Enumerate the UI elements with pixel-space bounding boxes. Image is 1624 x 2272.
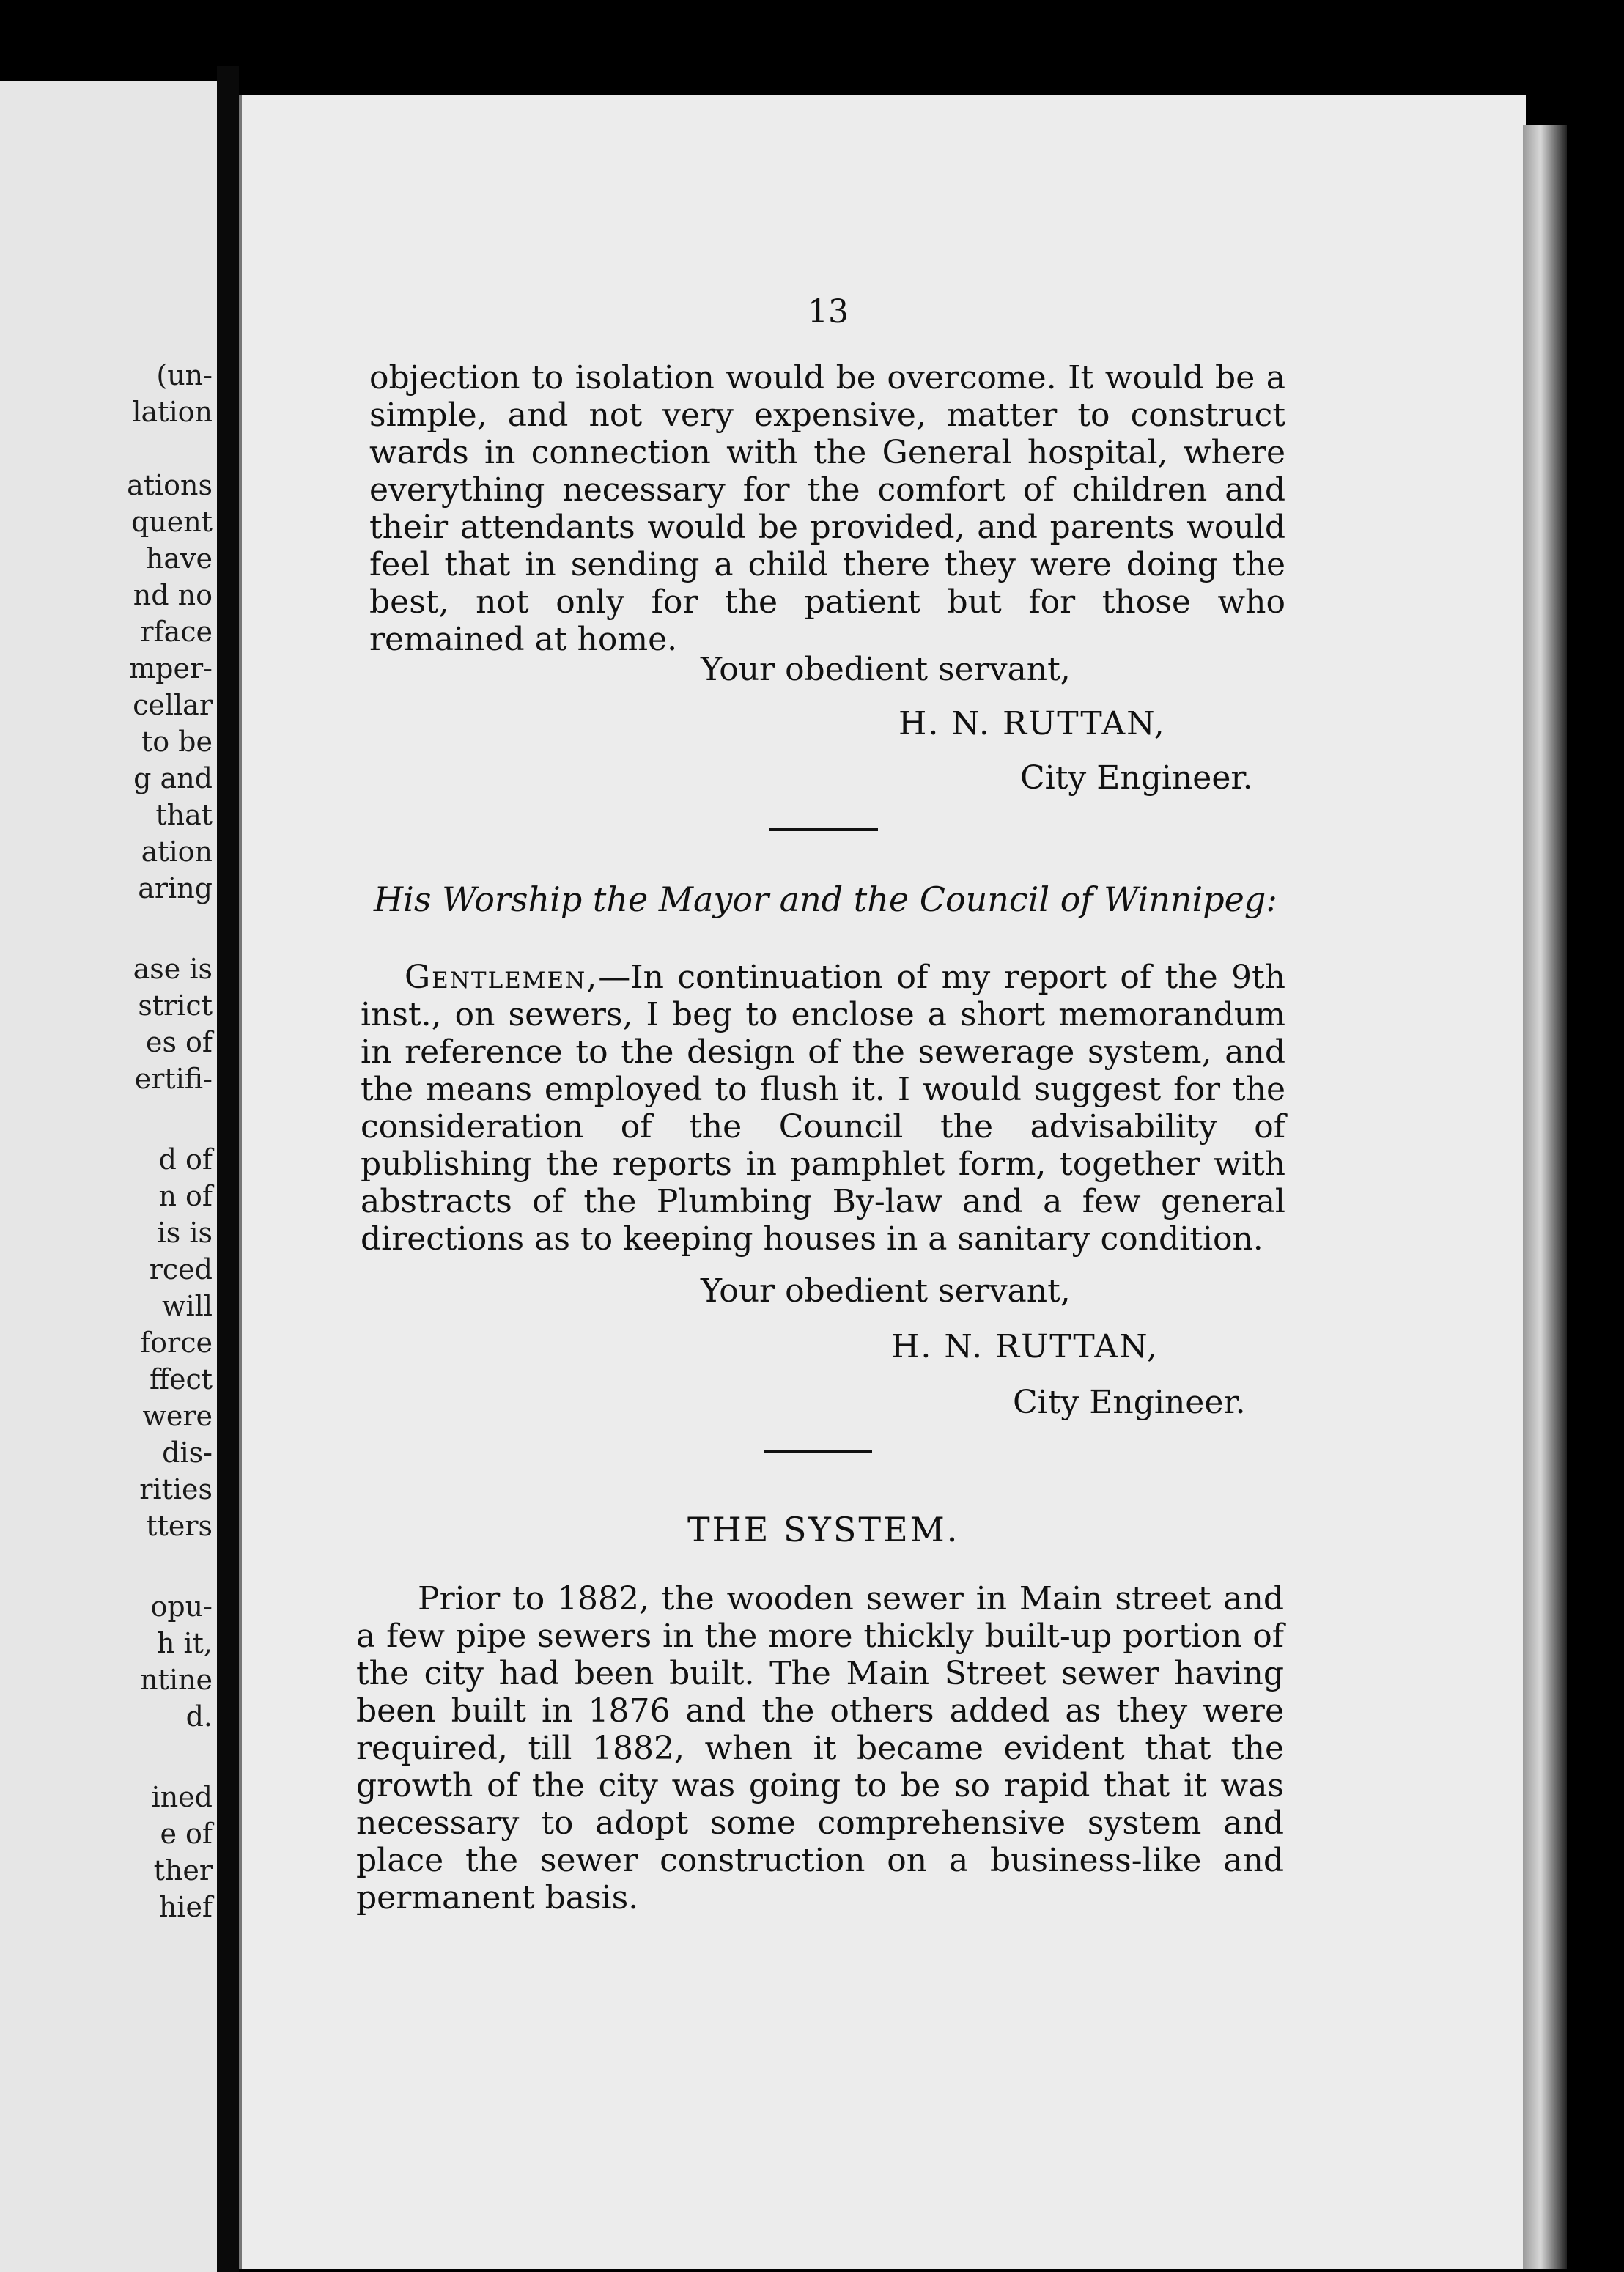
paragraph-gentlemen-text bbox=[361, 959, 1285, 1258]
signature-title: City Engineer. bbox=[1013, 1384, 1246, 1421]
section-divider bbox=[764, 1450, 872, 1453]
left-fragment-line: hief bbox=[158, 1891, 213, 1923]
left-fragment-line: lation bbox=[132, 396, 213, 428]
left-fragment-line: have bbox=[145, 542, 213, 575]
left-fragment-line: ined bbox=[151, 1781, 213, 1813]
left-fragment-line: were bbox=[142, 1400, 213, 1432]
salutation-lead: Gentlemen, bbox=[405, 959, 599, 996]
left-fragment-line: ntine bbox=[140, 1664, 213, 1696]
left-fragment-line: will bbox=[162, 1290, 213, 1322]
left-fragment-line: dis- bbox=[162, 1436, 213, 1469]
signature-name: H. N. RUTTAN, bbox=[891, 1328, 1159, 1365]
left-fragment-line: h it, bbox=[156, 1627, 213, 1659]
signature-title: City Engineer. bbox=[1020, 759, 1253, 797]
left-fragment-line: tters bbox=[146, 1510, 213, 1542]
paragraph-isolation bbox=[369, 359, 1285, 658]
left-fragment-line: ther bbox=[153, 1854, 213, 1886]
valediction: Your obedient servant, bbox=[701, 1272, 1071, 1310]
left-fragment-line: ase is bbox=[133, 953, 213, 985]
valediction: Your obedient servant, bbox=[701, 651, 1071, 688]
left-fragment-line: to be bbox=[141, 726, 213, 758]
left-fragment-line: ertifi- bbox=[134, 1063, 213, 1095]
section-divider bbox=[769, 828, 878, 831]
paragraph-text: Prior to 1882, the wooden sewer in Main street and a few pipe sewers in the more thickly built-up portion of the city had been built. The Main Street sewer having been built in 1876 and the others added as they were required, till 1882, when it became evident that the growth of the city was going to be so rapid that it was necessary to adopt some comprehensive system and place the sewer construction on a business-like and permanent basis. bbox=[356, 1580, 1284, 1917]
left-fragment-line: ations bbox=[127, 469, 213, 501]
left-fragment-line: quent bbox=[130, 506, 213, 538]
right-page bbox=[239, 95, 1526, 2269]
left-fragment-line: is is bbox=[157, 1217, 213, 1249]
left-fragment-line: force bbox=[140, 1327, 213, 1359]
left-fragment-line: opu- bbox=[150, 1590, 213, 1623]
left-fragment-line: es of bbox=[145, 1026, 213, 1058]
paragraph-text: objection to isolation would be overcome. It would be a simple, and not very expensive, matter to construct wards in connection with the General hospital, where everything necessary for the comfort of children and their attendants would be provided, and parents would feel that in sending a child there they were doing the best, not only for the patient but for those who remained at home. bbox=[369, 359, 1285, 658]
paragraph-system bbox=[356, 1580, 1284, 1917]
left-fragment-line: nd no bbox=[133, 579, 213, 611]
page-number: 13 bbox=[808, 293, 849, 331]
left-fragment-line: n of bbox=[158, 1180, 213, 1212]
left-fragment-line: mper- bbox=[129, 652, 213, 685]
left-fragment-line: strict bbox=[138, 989, 213, 1022]
book-spine-gap bbox=[217, 66, 239, 2272]
left-fragment-line: e of bbox=[160, 1818, 213, 1850]
left-fragment-line: ation bbox=[141, 836, 213, 868]
section-heading: THE SYSTEM. bbox=[687, 1510, 960, 1549]
paragraph-text: —In continuation of my report of the 9th inst., on sewers, I beg to enclose a short memorandum in reference to the design of the sewerage system, and the means employed to flush it. I would suggest for the consideration of the Council the advisability of publishing the reports in pamphlet form, together with abstracts of the Plumbing By-law and a few general directions as to keeping houses in a sanitary condition. bbox=[361, 959, 1285, 1258]
left-fragment-line: aring bbox=[138, 872, 213, 904]
left-fragment-line: d of bbox=[158, 1143, 213, 1176]
left-fragment-line: g and bbox=[133, 762, 213, 794]
signature-name: H. N. RUTTAN, bbox=[898, 705, 1166, 742]
paragraph-gentlemen bbox=[361, 959, 1285, 1258]
salutation: His Worship the Mayor and the Council of Winnipeg: bbox=[374, 879, 1277, 919]
left-page-fragment bbox=[0, 81, 217, 2272]
left-fragment-line: that bbox=[155, 799, 213, 831]
left-fragment-line: rities bbox=[139, 1473, 213, 1505]
left-fragment-line: rced bbox=[149, 1253, 213, 1286]
page-edge-strip bbox=[1523, 125, 1567, 2269]
left-fragment-line: ffect bbox=[149, 1363, 213, 1395]
left-fragment-line: cellar bbox=[133, 689, 213, 721]
left-fragment-line: rface bbox=[140, 616, 213, 648]
left-fragment-line: (un- bbox=[156, 359, 213, 391]
left-fragment-line: d. bbox=[185, 1700, 213, 1733]
